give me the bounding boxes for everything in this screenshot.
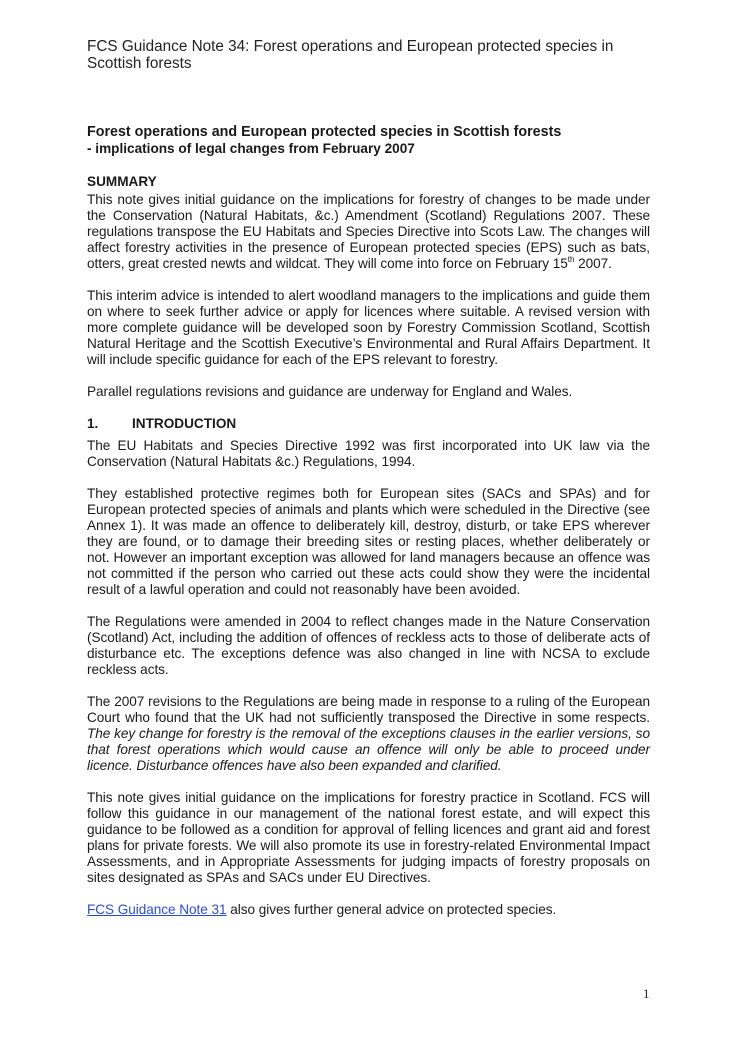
intro-paragraph-4: [87, 694, 650, 774]
summary-paragraph-3: Parallel regulations revisions and guidance are underway for England and Wales.: [87, 384, 573, 399]
intro-p4-plain: The 2007 revisions to the Regulations are being made in response to a ruling of the European Court who found that the UK had not sufficiently transposed the Directive in some respects.: [87, 694, 650, 725]
section-title: INTRODUCTION: [132, 416, 237, 431]
page-number: 1: [643, 986, 650, 1001]
intro-paragraph-2: They established protective regimes both for European sites (SACs and SPAs) and for European protected species of animals and plants which were scheduled in the Directive (see Annex 1). It was made an offence to deliberately kill, destroy, disturb, or take EPS wherever they are found, or to damage their breeding sites or resting places, whether deliberately or not. However an important exception was allowed for land managers because an offence was not committed if the person who carried out these acts could show they were the incidental result of a lawful operation and could not reasonably have been avoided.: [87, 486, 650, 597]
intro-paragraph-1: The EU Habitats and Species Directive 1992 was first incorporated into UK law via the Conservation (Natural Habitats &c.) Regulations, 1994.: [87, 438, 650, 469]
summary-paragraph-2: This interim advice is intended to alert woodland managers to the implications and guide them on where to seek further advice or apply for licences where suitable. A revised version with more complete guidance will be developed soon by Forestry Commission Scotland, Scottish Natural Heritage and the Scottish Executive’s Environmental and Rural Affairs Department. It will include specific guidance for each of the EPS relevant to forestry.: [87, 288, 650, 367]
intro-paragraph-6: [87, 902, 650, 918]
document-subtitle: - implications of legal changes from February 2007: [87, 141, 415, 156]
document-body: [87, 124, 650, 918]
summary-paragraph-1: [87, 192, 650, 272]
intro-paragraph-5: This note gives initial guidance on the implications for forestry practice in Scotland. FCS will follow this guidance in our management of the national forest estate, and will expect this guidance to be followed as a condition for approval of felling licences and grant aid and forest plans for private forests. We will also promote its use in forestry-related Environmental Impact Assessments, and in Appropriate Assessments for judging impacts of forestry proposals on sites designated as SPAs and SACs under EU Directives.: [87, 790, 650, 885]
summary-heading: SUMMARY: [87, 174, 157, 189]
intro-paragraph-3: The Regulations were amended in 2004 to reflect changes made in the Nature Conservation (Scotland) Act, including the addition of offences of reckless acts to those of deliberate acts of disturbance etc. The exceptions defence was also changed in line with NCSA to exclude reckless acts.: [87, 614, 650, 677]
intro-p6-rest: also gives further general advice on protected species.: [226, 902, 557, 917]
document-title: Forest operations and European protected species in Scottish forests: [87, 124, 562, 140]
intro-p4-italic: The key change for forestry is the removal of the exceptions clauses in the earlier versions, so that forest operations which would cause an offence will only be able to proceed under licence. Disturbance offences have also been expanded and clarified.: [87, 726, 650, 773]
summary-p1-end: 2007.: [574, 256, 612, 271]
summary-p1-text: This note gives initial guidance on the implications for forestry of changes to be made under the Conservation (Natural Habitats, &c.) Amendment (Scotland) Regulations 2007. These regulations transpose the EU Habitats and Species Directive into Scots Law. The changes will affect forestry activities in the presence of European protected species (EPS) such as bats, otters, great crested newts and wildcat. They will come into force on February 15: [87, 192, 650, 271]
running-header: FCS Guidance Note 34: Forest operations and European protected species in Scottish forests: [87, 38, 614, 72]
introduction-heading: [87, 416, 650, 432]
superscript-th: th: [567, 255, 575, 264]
section-number: 1.: [87, 416, 99, 431]
guidance-note-31-link[interactable]: FCS Guidance Note 31: [87, 902, 227, 917]
